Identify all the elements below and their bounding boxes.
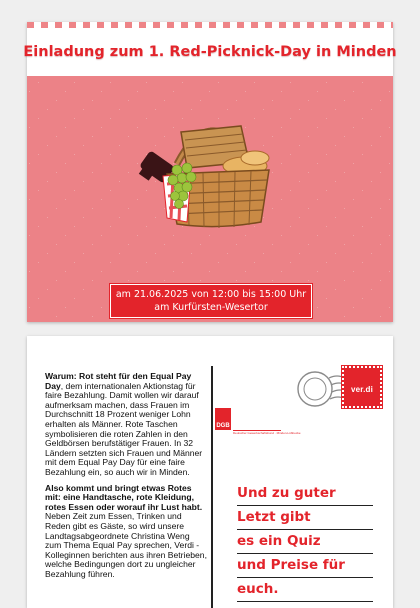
paragraph-bring: [45, 484, 207, 580]
paragraph-why-text: , dem internationalen Aktionstag für faire Bezahlung. Damit wollen wir darauf aufmerksam machen, dass Frauen im Durchschnitt 18 Prozent weniger Lohn erhalten als Männer. Rote Taschen symbolisieren die roten Zahlen in den Geldbörsen berufstätiger Frauen. In 32 Ländern setzten sich Frauen und Männer mit dem Equal Pay Day für eine faire Bezahlung ein, so auch wir in Minden.: [45, 380, 203, 477]
picnic-basket-icon: [137, 104, 287, 234]
invitation-text: [45, 372, 207, 585]
postcard-divider: [211, 366, 213, 608]
dgb-tagline: Deutscher Gewerkschaftsbund · Minden-Lübbecke: [233, 431, 301, 435]
invitation-flyer: [23, 22, 397, 322]
quiz-line: Letzt gibt: [237, 506, 373, 530]
paragraph-bring-text: Neben Zeit zum Essen, Trinken und Reden gibt es Gäste, so wird unsere Landtagsabgeordnete Christina Weng zum Thema Equal Pay sprechen, Verdi - Kolleginnen berichten aus ihren Betrieben, welche Bedingungen dort zu ungleicher Bezahlung führen.: [45, 511, 207, 579]
paragraph-why-lead: Warum: Rot steht für den Equal Pay Day: [45, 371, 192, 391]
event-date: am 21.06.2025 von 12:00 bis 15:00 Uhr: [115, 289, 307, 300]
page-title: Einladung zum 1. Red-Picknick-Day in Minden: [23, 44, 397, 60]
quiz-line: und Preise für: [237, 554, 373, 578]
verdi-stamp-icon: [342, 366, 382, 408]
paragraph-bring-lead: Also kommt und bringt etwas Rotes mit: eine Handtasche, rote Kleidung, rotes Essen oder worauf ihr Lust habt.: [45, 482, 203, 512]
postcard: [27, 336, 393, 608]
quiz-announcement: [237, 482, 373, 602]
dgb-logo-mark: DGB: [215, 408, 231, 430]
event-date-box: [110, 284, 312, 318]
quiz-line: euch.: [237, 578, 373, 602]
paragraph-why: [45, 372, 207, 478]
verdi-stamp-label: ver.di: [350, 385, 374, 394]
dgb-logo-icon: [215, 408, 301, 440]
quiz-line: Und zu guter: [237, 482, 373, 506]
title-band: [23, 28, 397, 76]
event-place: am Kurfürsten-Wesertor: [154, 302, 268, 313]
quiz-line: es ein Quiz: [237, 530, 373, 554]
